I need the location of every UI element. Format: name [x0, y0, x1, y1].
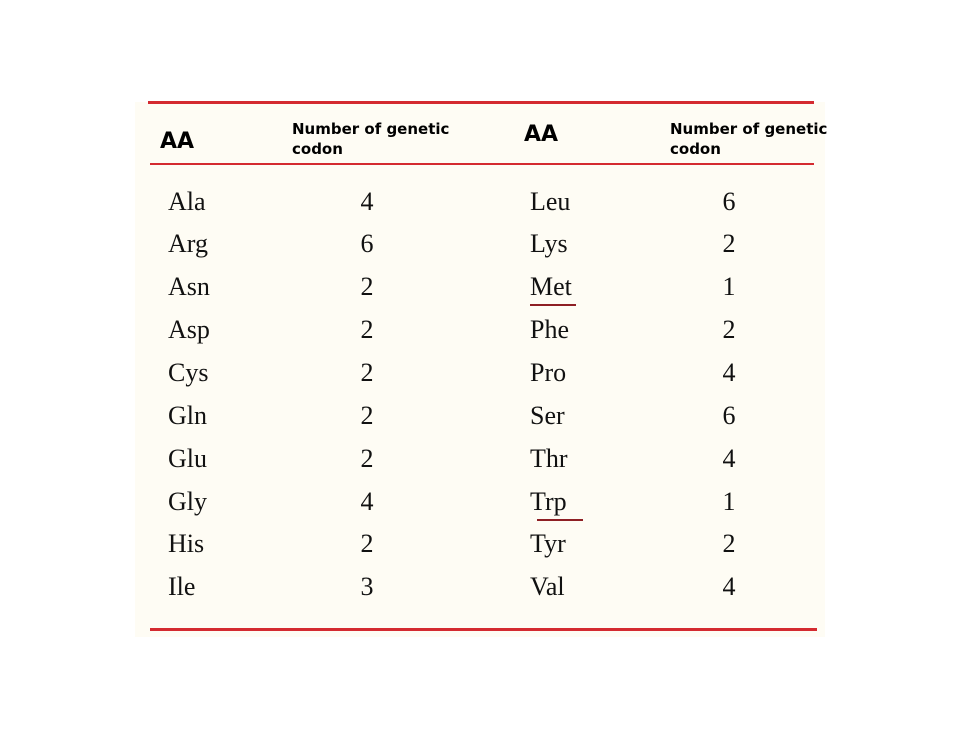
right-aa-pro: Pro: [530, 358, 567, 387]
left-count-asn: 2: [360, 272, 374, 301]
left-aa-ala: Ala: [168, 187, 206, 216]
left-count-ile: 3: [360, 572, 374, 601]
trp-underline: [537, 519, 583, 521]
right-aa-phe: Phe: [530, 315, 569, 344]
left-aa-asp: Asp: [168, 315, 210, 344]
header-rule: [150, 163, 814, 165]
right-aa-tyr: Tyr: [530, 529, 566, 558]
left-count-arg: 6: [360, 229, 374, 258]
left-count-cys: 2: [360, 358, 374, 387]
left-count-gln: 2: [360, 401, 374, 430]
left-aa-arg: Arg: [168, 229, 208, 258]
right-count-phe: 2: [722, 315, 736, 344]
left-aa-asn: Asn: [168, 272, 210, 301]
left-count-ala: 4: [360, 187, 374, 216]
right-aa-lys: Lys: [530, 229, 568, 258]
left-aa-gln: Gln: [168, 401, 207, 430]
right-count-tyr: 2: [722, 529, 736, 558]
met-underline: [530, 304, 576, 306]
left-aa-glu: Glu: [168, 444, 207, 473]
right-count-lys: 2: [722, 229, 736, 258]
right-aa-val: Val: [530, 572, 565, 601]
right-count-thr: 4: [722, 444, 736, 473]
right-aa-thr: Thr: [530, 444, 568, 473]
left-aa-his: His: [168, 529, 205, 558]
bottom-rule: [150, 628, 817, 631]
left-count-glu: 2: [360, 444, 374, 473]
left-aa-ile: Ile: [168, 572, 196, 601]
right-aa-leu: Leu: [530, 187, 571, 216]
header-aa-left: AA: [160, 129, 195, 154]
right-count-trp: 1: [722, 487, 736, 516]
top-rule: [148, 101, 814, 104]
right-count-leu: 6: [722, 187, 736, 216]
header-count-left: Number of genetic codon: [292, 120, 450, 158]
left-count-gly: 4: [360, 487, 374, 516]
left-aa-gly: Gly: [168, 487, 207, 516]
right-count-pro: 4: [722, 358, 736, 387]
right-aa-ser: Ser: [530, 401, 565, 430]
left-aa-cys: Cys: [168, 358, 209, 387]
left-count-his: 2: [360, 529, 374, 558]
right-count-val: 4: [722, 572, 736, 601]
left-count-asp: 2: [360, 315, 374, 344]
right-count-ser: 6: [722, 401, 736, 430]
right-aa-trp: Trp: [530, 487, 567, 516]
right-aa-met: Met: [530, 272, 572, 301]
right-count-met: 1: [722, 272, 736, 301]
header-count-right: Number of genetic codon: [670, 120, 828, 158]
header-aa-right: AA: [524, 122, 559, 147]
